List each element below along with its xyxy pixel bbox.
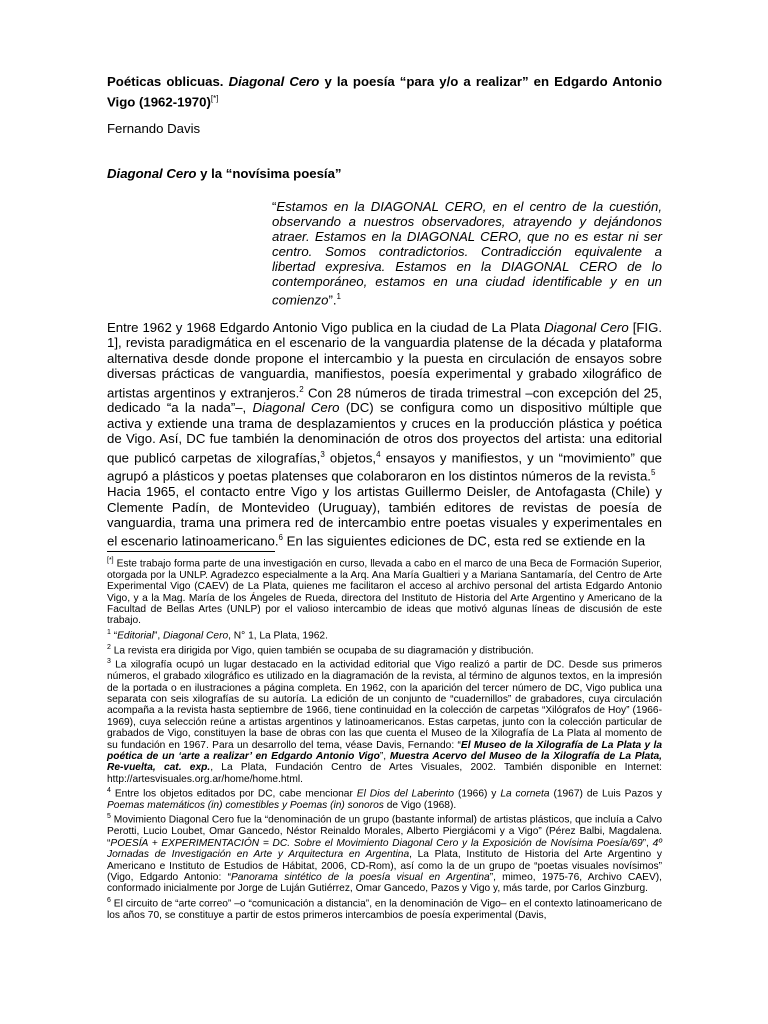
footnote-marker: 1	[107, 628, 111, 636]
footnote-marker: 6	[107, 896, 111, 904]
footnote-italic: Panorama sintético de la poesía visual en Argentina	[230, 871, 490, 883]
footnote-marker: 4	[107, 787, 111, 795]
footnote-marker: [*]	[107, 557, 114, 564]
footnote-text: ”,	[153, 630, 164, 642]
footnote-text: , La Plata, Fundación Centro de Artes Visuales, 2002. También disponible en Internet: http://artesvisuales.org.ar/home/home.html.	[107, 762, 662, 785]
footnote-text: “	[110, 630, 118, 642]
footnote-italic: La corneta	[500, 788, 550, 800]
footnote-star	[107, 555, 662, 627]
footnote-ref-2[interactable]: 2	[299, 384, 304, 394]
body-italic-run: Diagonal Cero	[252, 400, 340, 416]
body-paragraph-2	[107, 484, 662, 549]
body-text-run: (DC) se configura como un dispositivo múltiple que activa y extiende una trama de desplazamientos y cruces en la producción plástica y poética de Vigo. Así, DC fue también la denominación de otros dos proyectos del artista: una editorial que publicó carpetas de xilografías,	[107, 400, 662, 466]
body-text-run: En las siguientes ediciones de DC, esta red se extiende en la	[283, 533, 646, 549]
footnote-italic: El Dios del Laberinto	[356, 788, 455, 800]
footnote-text: Entre los objetos editados por DC, cabe mencionar	[110, 788, 357, 800]
paper-title	[107, 73, 662, 110]
footnote-text: de Vigo (1968).	[383, 800, 457, 812]
footnote-italic: El Museo de la Xilografía de La Plata y la poética de un ‘arte a realizar’ en Edgardo Antonio Vigo	[107, 739, 662, 763]
footnote-text: El circuito de “arte correo” –o “comunicación a distancia”, en la denominación de Vigo– en el contexto latinoamericano de los años 70, se constituye a partir de estos primeros intercambios de poesía experimental (Davis,	[107, 898, 662, 921]
footnote-2	[107, 642, 662, 657]
epigraph-quote	[272, 199, 662, 307]
body-text-run: Hacia 1965, el contacto entre Vigo y los artistas Guillermo Deisler, de Antofagasta (Chile) y Clemente Padín, de Montevideo (Uruguay), también editores de revistas de poesía de vanguardia, trama una primera red de intercambio entre poetas visuales y experimentales en el escenario latinoamericano.	[107, 484, 662, 549]
body-text-run: ensayos y manifiestos, y un “movimiento” que agrupó a plásticos y poetas platenses que colaboraron en los distintos números de la revista.	[107, 450, 663, 484]
footnote-text: Este trabajo forma parte de una investigación en curso, llevada a cabo en el marco de una Beca de Formación Superior, otorgada por la UNLP. Agradezco especialmente a la Arq. Ana María Gualtieri y a Mariana Santamaría, del Centro de Arte Experimental Vigo (CAEV) de La Plata, quienes me facilitaron el acceso al archivo personal del artista Edgardo Antonio Vigo, y a la Mag. María de los Ángeles de Rueda, directora del Instituto de Historia del Arte Argentino y Americano de la Facultad de Bellas Artes (UNLP) por el valioso intercambio de ideas que motivó algunas líneas de discusión de este trabajo.	[107, 558, 662, 627]
footnote-1	[107, 627, 662, 642]
footnote-text: Movimiento Diagonal Cero fue la “denominación de un grupo (bastante informal) de artistas plásticos, que incluía a Calvo Perotti, Lucio Loubet, Omar Gancedo, Néstor Reinaldo Morales, Alberto Piergiácomi y a Vigo” (Pérez Balbi, Magdalena. “	[107, 814, 662, 849]
footnote-italic: Muestra Acervo del Museo de la Xilografía de La Plata, Re-vuelta, cat. exp.	[107, 751, 662, 774]
footnote-5	[107, 811, 662, 894]
footnote-text: , N° 1, La Plata, 1962.	[228, 630, 328, 642]
footnote-text: ”, mimeo, 1975-76, Archivo CAEV), conformado inicialmente por Jorge de Luján Gutiérrez, Omar Gancedo, Pazos y Vigo y, más tarde, por Carlos Ginzburg.	[107, 871, 662, 895]
footnote-ref-3[interactable]: 3	[320, 449, 325, 459]
footnote-italic: 4º Jornadas de Investigación en Arte y Arquitectura en Argentina	[107, 837, 662, 861]
title-text-part: y la poesía “para y/o a realizar” en Edgardo Antonio Vigo (1962-1970)	[107, 74, 663, 110]
title-text-part: Poéticas oblicuas.	[107, 74, 229, 89]
quote-close-mark: ”.	[328, 292, 337, 308]
title-footnote-marker[interactable]: [*]	[210, 94, 219, 103]
epigraph-text: Estamos en la DIAGONAL CERO, en el centro de la cuestión, observando a nuestros observadores, atrayendo y dejándonos atraer. Estamos en la DIAGONAL CERO, que no es estar ni ser centro. Somos contradictorios. Contradicción equivalente a libertad expresiva. Estamos en la DIAGONAL CERO de lo contemporáneo, estamos en una ciudad identificable y en un comienzo	[272, 199, 662, 308]
footnote-text: ”,	[642, 837, 653, 849]
footnote-separator	[107, 551, 275, 552]
footnote-marker: 2	[107, 643, 111, 651]
footnote-text: La revista era dirigida por Vigo, quien también se ocupaba de su diagramación y distribución.	[110, 645, 534, 657]
author-name: Fernando Davis	[107, 121, 201, 136]
footnote-text: , La Plata, Instituto de Historia del Arte Argentino y Americano e Instituto de Estudios de Hábitat, 2006, CD-Rom), así como la de un grupo de “poetas visuales novísimos” (Vigo, Edgardo Antonio: “	[107, 849, 662, 883]
footnote-italic: POESÍA + EXPERIMENTACIÓN = DC. Sobre el Movimiento Diagonal Cero y la Exposición de Novísima Poesía/69	[110, 837, 643, 849]
footnote-text: ”,	[379, 751, 390, 763]
body-text-run: objetos,	[324, 450, 377, 466]
footnote-marker: 3	[107, 658, 111, 666]
footnote-marker: 5	[107, 813, 111, 821]
footnote-ref-6[interactable]: 6	[278, 533, 283, 543]
section-heading-italic: Diagonal Cero	[107, 166, 197, 181]
body-text-run: [FIG. 1], revista paradigmática en el escenario de la vanguardia platense de la década y plataforma alternativa desde donde propone el intercambio y la puesta en circulación de ensayos sobre diversas prácticas de vanguardia, manifiestos, poesía experimental y grabado xilográfico de artistas argentinos y extranjeros.	[107, 320, 662, 401]
section-heading	[107, 165, 342, 182]
quote-open-mark: “	[272, 199, 277, 214]
footnote-text: (1966) y	[454, 788, 501, 800]
footnote-italic: Editorial	[117, 630, 154, 642]
body-text-run: Entre 1962 y 1968 Edgardo Antonio Vigo publica en la ciudad de La Plata	[107, 320, 545, 335]
title-italic-part: Diagonal Cero	[228, 74, 320, 89]
footnote-4	[107, 785, 662, 811]
body-italic-run: Diagonal Cero	[544, 320, 629, 335]
footnote-ref-4[interactable]: 4	[376, 449, 381, 459]
body-text	[107, 320, 662, 549]
footnotes	[107, 555, 662, 921]
footnote-6	[107, 895, 662, 921]
section-heading-text: y la “novísima poesía”	[196, 166, 342, 181]
body-paragraph-1	[107, 320, 662, 484]
footnote-3	[107, 656, 662, 785]
body-text-run: Con 28 números de tirada trimestral –con excepción del 25, dedicado “a la nada”–,	[107, 385, 662, 416]
footnote-italic: Diagonal Cero	[163, 630, 229, 642]
footnote-text: (1967) de Luis Pazos y	[549, 788, 662, 800]
footnote-ref-1[interactable]: 1	[336, 292, 341, 301]
footnote-italic: Poemas matemáticos (in) comestibles y Poemas (in) sonoros	[107, 800, 384, 812]
footnote-text: La xilografía ocupó un lugar destacado en la actividad editorial que Vigo realizó a partir de DC. Desde sus primeros números, el grabado xilográfico es utilizado en la diagramación de la revista, al término de algunos textos, en la impresión de la portada o en ilustraciones a página completa. En 1962, con la aparición del tercer número de DC, Vigo publica una separata con seis xilografías de su autoría. La edición de un conjunto de “cuadernillos” de grabadores, cuya circulación acompaña a la revista hasta septiembre de 1966, tiene continuidad en la colección de carpetas “Xilógrafos de Hoy” (1966-1969), cuya selección reúne a artistas argentinos y latinoamericanos. Estas carpetas, junto con la colección particular de grabados de Vigo, constituyen la base de obras con las que cuenta el Museo de la Xilografía de La Plata al momento de su fundación en 1967. Para un desarrollo del tema, véase Davis, Fernando: “	[107, 659, 662, 751]
footnote-ref-5[interactable]: 5	[650, 468, 656, 478]
